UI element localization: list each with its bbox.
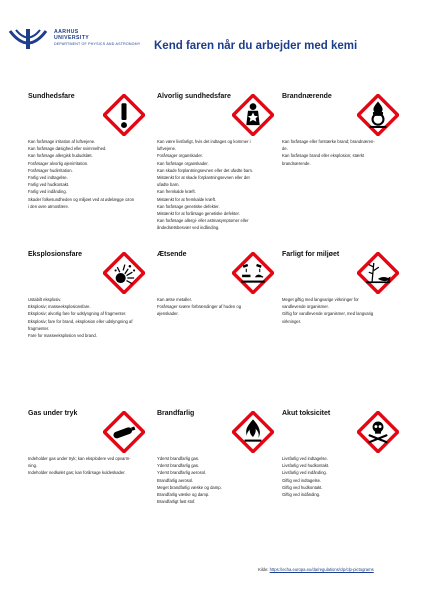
gas-cylinder-icon	[103, 411, 145, 453]
skull-crossbones-icon	[357, 411, 399, 453]
page-title: Kend faren når du arbejder med kemi	[154, 40, 358, 52]
hazard-line: Yderst brandfarlig gas.	[157, 463, 200, 469]
hazard-description	[28, 455, 156, 477]
hazard-line: ning.	[28, 463, 38, 469]
hazard-heading: Gas under tryk	[28, 410, 78, 417]
hazard-line: brandnærende.	[282, 160, 311, 166]
hazard-line: de.	[282, 146, 288, 152]
hazard-line: Giftig ved indtagelse.	[282, 477, 322, 483]
hazard-heading: Akut toksicitet	[282, 410, 331, 417]
hazard-line: Yderst brandfarlig aerosol.	[157, 470, 207, 476]
hazard-line: Forårsager organskader.	[157, 153, 203, 159]
hazard-line: i den øvre atmosfære.	[28, 203, 69, 209]
hazard-heading: Eksplosionsfare	[28, 251, 83, 258]
hazard-line: Kan fremkalde kræft.	[157, 189, 196, 195]
environment-icon	[357, 252, 399, 294]
hazard-line: Eksplosiv; masseeksplosionsfare.	[28, 304, 91, 310]
hazard-description	[157, 296, 285, 318]
hazard-description	[282, 455, 410, 498]
hazard-line: Eksplosiv; fare for brand, eksplosion eller udslyngning af	[28, 318, 133, 324]
hazard-line: Yderst brandfarlig gas.	[157, 456, 200, 461]
hazard-line: Livsfarlig ved indånding.	[282, 470, 327, 476]
hazard-line: Giftig ved hudkontakt.	[282, 484, 323, 490]
hazard-line: virkninger.	[282, 318, 302, 324]
flame-icon	[232, 411, 274, 453]
hazard-line: Kan forårsage genetiske defekter.	[157, 203, 220, 209]
hazard-line: Kan forårsage brand eller eksplosion; stærkt	[282, 153, 365, 159]
hazard-line: Kan forårsage døsighed eller svimmelhed.	[28, 146, 107, 152]
hazard-line: Fare for masseeksplosion ved brand.	[28, 333, 97, 339]
hazard-description	[28, 138, 156, 210]
hazard-line: Indeholder nedkølet gas; kan forårsage kuldeskader.	[28, 470, 126, 476]
hazard-line: Brandfarligt fast stof.	[157, 499, 196, 505]
logo-line-1: AARHUS	[54, 29, 79, 35]
hazard-line: Forårsager hudirritation.	[28, 167, 73, 173]
hazard-description	[157, 455, 285, 505]
hazard-description	[282, 296, 410, 325]
hazard-line: Kan forårsage allergi- eller astmasymptomer eller	[157, 218, 249, 224]
university-logo	[8, 28, 148, 54]
logo-line-2: UNIVERSITY	[54, 35, 90, 41]
hazard-line: Brandfarlig aerosol.	[157, 477, 194, 483]
hazard-line: Farlig ved hudkontakt.	[28, 182, 70, 188]
hazard-line: Kan ætse metaller.	[157, 297, 192, 302]
health-hazard-icon	[232, 94, 274, 136]
hazard-line: Livsfarlig ved hudkontakt.	[282, 463, 330, 469]
corrosive-icon	[232, 252, 274, 294]
hazard-line: Forårsager svære forbrændinger af huden og	[157, 304, 242, 310]
hazard-heading: Ætsende	[157, 251, 187, 258]
hazard-line: Meget brandfarlig væske og damp.	[157, 484, 222, 490]
hazard-line: fragmenter.	[28, 325, 50, 331]
exclamation-mark-icon	[103, 94, 145, 136]
hazard-line: vandlevende organismer.	[282, 304, 329, 310]
hazard-line: Brandfarlig væske og damp.	[157, 492, 210, 498]
hazard-description	[282, 138, 410, 167]
hazard-heading: Brandfarlig	[157, 410, 195, 417]
hazard-line: Mistænkt for at fremkalde kræft.	[157, 196, 217, 202]
hazard-line: Kan forårsage organskader.	[157, 160, 209, 166]
hazard-line: Kan skade forplantningsevnen eller det ufødte barn.	[157, 167, 254, 173]
source-link[interactable]: https://echa.europa.eu/da/regulations/clp/clp-pictograms	[269, 567, 374, 572]
hazard-description	[28, 296, 156, 339]
hazard-line: Kan forårsage eller forstærke brand; brandnæren-	[282, 139, 375, 144]
hazard-line: Livsfarlig ved indtagelse.	[282, 456, 328, 461]
hazard-heading: Brandnærende	[282, 93, 332, 100]
hazard-line: Skader folkesundheden og miljøet ved at ødelægge ozon	[28, 196, 135, 202]
hazard-heading: Farligt for miljøet	[282, 251, 340, 258]
hazard-line: Kan forårsage irritation af luftvejene.	[28, 139, 96, 144]
hazard-line: Meget giftig med langvarige virkninger for	[282, 297, 359, 302]
hazard-line: Mistænkt for at forårsage genetiske defekter.	[157, 211, 240, 217]
source-note	[258, 567, 374, 572]
hazard-line: Kan være livsfarligt, hvis det indtages og kommer i	[157, 139, 251, 144]
hazard-line: Farlig ved indånding.	[28, 189, 67, 195]
hazard-line: ufødte barn.	[157, 182, 180, 188]
hazard-line: Farlig ved indtagelse.	[28, 175, 68, 181]
hazard-heading: Sundhedsfare	[28, 93, 75, 100]
hazard-line: Mistænkt for at skade forplantningsevnen eller det	[157, 175, 250, 181]
explosive-icon	[103, 252, 145, 294]
hazard-heading: Alvorlig sundhedsfare	[157, 93, 231, 100]
hazard-line: Ustabilt eksplosiv.	[28, 297, 62, 302]
hazard-line: Forårsager alvorlig øjenirritation.	[28, 160, 89, 166]
hazard-line: øjenskader.	[157, 311, 179, 317]
hazard-line: Giftig for vandlevende organismer, med langvarig	[282, 311, 374, 317]
oxidizing-icon	[357, 94, 399, 136]
hazard-line: luftvejene.	[157, 146, 177, 152]
hazard-line: åndedrætsbesvær ved indånding.	[157, 225, 220, 231]
hazard-description	[157, 138, 285, 232]
aarhus-seal-icon	[8, 29, 48, 51]
source-prefix: Kilde:	[258, 567, 269, 572]
hazard-line: Eksplosiv; alvorlig fare for udslyngning af fragmenter.	[28, 311, 127, 317]
logo-text	[54, 29, 140, 47]
hazard-line: Indeholder gas under tryk; kan eksplodere ved opvarm-	[28, 456, 131, 461]
hazard-line: Kan forårsage allergisk hududslæt.	[28, 153, 93, 159]
hazard-line: Giftig ved indånding.	[282, 492, 321, 498]
logo-department: DEPARTMENT OF PHYSICS AND ASTRONOMY	[54, 42, 141, 46]
